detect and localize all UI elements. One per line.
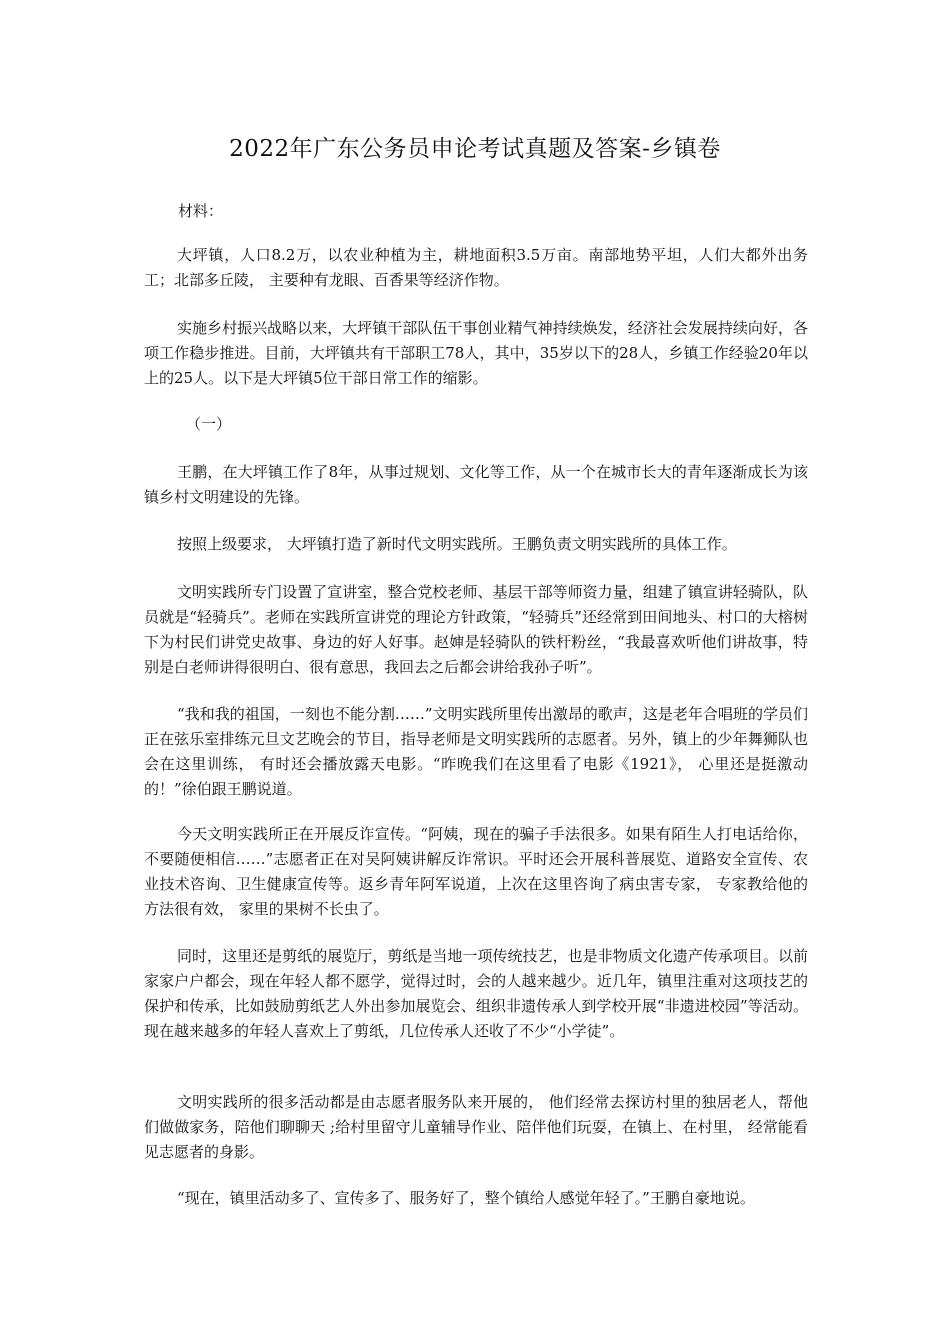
intro-paragraph-1: 大坪镇，人口8.2万，以农业种植为主，耕地面积3.5万亩。南部地势平坦，人们大都外出务工；北部多丘陵， 主要种有龙眼、百香果等经济作物。 xyxy=(144,246,808,289)
document-title: 2022年广东公务员申论考试真题及答案-乡镇卷 xyxy=(229,136,721,162)
section-paragraph-6: 同时，这里还是剪纸的展览厅，剪纸是当地一项传统技艺，也是非物质文化遗产传承项目。以前家家户户都会，现在年轻人都不愿学，觉得过时，会的人越来越少。近几年，镇里注重对这项技艺的保护和传承，比如鼓励剪纸艺人外出参加展览会、组织非遗传承人到学校开展“非遗进校园”等活动。现在越来越多的年轻人喜欢上了剪纸，几位传承人还收了不少“小学徒”。 xyxy=(144,947,808,1040)
section-paragraph-5: 今天文明实践所正在开展反诈宣传。“阿姨，现在的骗子手法很多。如果有陌生人打电话给你，不要随便相信……”志愿者正在对吴阿姨讲解反诈常识。平时还会开展科普展览、道路安全宣传、农业技术咨询、卫生健康宣传等。返乡青年阿军说道，上次在这里咨询了病虫害专家， 专家教给他的方法很有效， 家里的果树不长虫了。 xyxy=(144,825,808,918)
section-label: （一） xyxy=(186,415,232,433)
section-paragraph-2: 按照上级要求， 大坪镇打造了新时代文明实践所。王鹏负责文明实践所的具体工作。 xyxy=(177,535,737,553)
material-label: 材料： xyxy=(178,202,224,220)
section-paragraph-4: “我和我的祖国，一刻也不能分割……”文明实践所里传出激昂的歌声，这是老年合唱班的学员们正在弦乐室排练元旦文艺晚会的节目，指导老师是文明实践所的志愿者。另外，镇上的少年舞狮队也会在这里训练， 有时还会播放露天电影。“昨晚我们在这里看了电影《1921》， 心里还是挺激动的！”徐伯跟王鹏说道。 xyxy=(144,705,808,798)
section-paragraph-3: 文明实践所专门设置了宣讲室，整合党校老师、基层干部等师资力量，组建了镇宣讲轻骑队，队员就是“轻骑兵”。老师在实践所宣讲党的理论方针政策，“轻骑兵”还经常到田间地头、村口的大榕树下为村民们讲党史故事、身边的好人好事。赵婶是轻骑队的铁杆粉丝，“我最喜欢听他们讲故事，特别是白老师讲得很明白、很有意思，我回去之后都会讲给我孙子听”。 xyxy=(144,583,808,676)
intro-paragraph-2: 实施乡村振兴战略以来，大坪镇干部队伍干事创业精气神持续焕发，经济社会发展持续向好，各项工作稳步推进。目前，大坪镇共有干部职工78人，其中，35岁以下的28人，乡镇工作经验20年以上的25人。以下是大坪镇5位干部日常工作的缩影。 xyxy=(144,319,808,387)
section-paragraph-7: 文明实践所的很多活动都是由志愿者服务队来开展的， 他们经常去探访村里的独居老人，帮他们做做家务，陪他们聊聊天 ;给村里留守儿童辅导作业、陪伴他们玩耍，在镇上、在村里， 经常能看见志愿者的身影。 xyxy=(144,1093,808,1161)
section-paragraph-8: “现在，镇里活动多了、宣传多了、服务好了，整个镇给人感觉年轻了。”王鹏自豪地说。 xyxy=(177,1189,755,1207)
section-paragraph-1: 王鹏，在大坪镇工作了8年，从事过规划、文化等工作，从一个在城市长大的青年逐渐成长为该镇乡村文明建设的先锋。 xyxy=(144,463,808,506)
